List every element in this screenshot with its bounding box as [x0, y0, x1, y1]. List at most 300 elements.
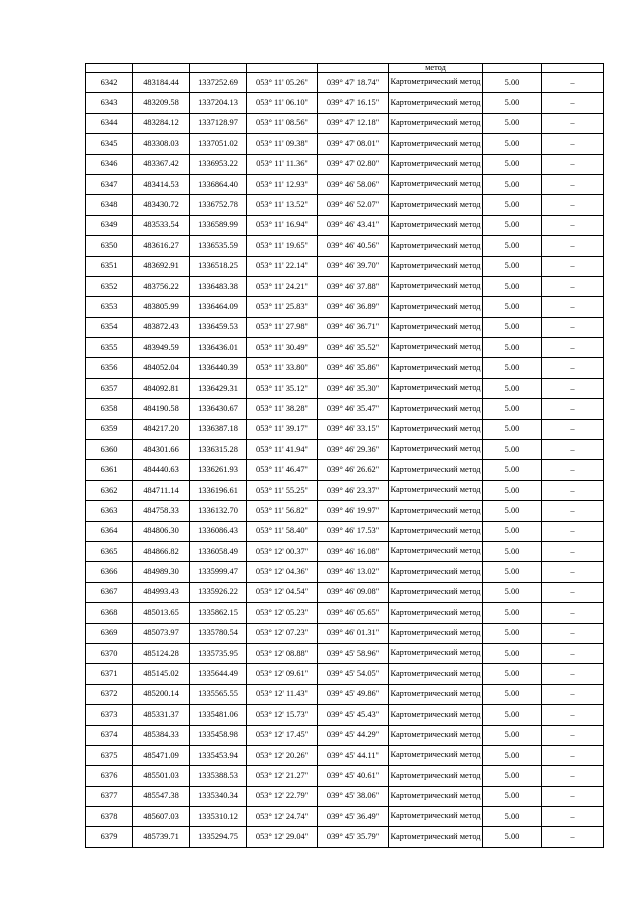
cell-longitude: 039° 46' 35.86": [318, 358, 389, 378]
table-row: [86, 215, 604, 235]
cell-method: Картометрический метод: [389, 113, 483, 133]
cell-x-coordinate: 483284.12: [133, 113, 190, 133]
table-row: [86, 807, 604, 827]
table-row: [86, 73, 604, 93]
cell-accuracy: 5.00: [483, 705, 542, 725]
table-row: [86, 623, 604, 643]
cell-latitude: 053° 11' 35.12": [247, 378, 318, 398]
cell-x-coordinate: 485384.33: [133, 725, 190, 745]
cell-point-number: 6357: [86, 378, 133, 398]
cell-latitude: 053° 12' 15.73": [247, 705, 318, 725]
cell-note: –: [542, 317, 604, 337]
cell-longitude: 039° 45' 54.05": [318, 664, 389, 684]
cell-y-coordinate: 1335458.98: [190, 725, 247, 745]
cell-point-number: 6375: [86, 745, 133, 765]
cell-latitude: 053° 11' 58.40": [247, 521, 318, 541]
cell-point-number: 6364: [86, 521, 133, 541]
cell-point-number: 6362: [86, 480, 133, 500]
cell-latitude: 053° 12' 04.36": [247, 562, 318, 582]
cell-point-number: 6373: [86, 705, 133, 725]
continuation-cell-method: метод: [389, 64, 483, 73]
cell-note: –: [542, 378, 604, 398]
table-row: [86, 786, 604, 806]
cell-y-coordinate: 1336483.38: [190, 276, 247, 296]
cell-accuracy: 5.00: [483, 154, 542, 174]
cell-y-coordinate: 1336132.70: [190, 501, 247, 521]
cell-longitude: 039° 47' 12.18": [318, 113, 389, 133]
cell-longitude: 039° 47' 02.80": [318, 154, 389, 174]
cell-y-coordinate: 1336535.59: [190, 236, 247, 256]
continuation-cell-longitude: [318, 64, 389, 73]
cell-latitude: 053° 11' 16.94": [247, 215, 318, 235]
cell-longitude: 039° 47' 18.74": [318, 73, 389, 93]
cell-note: –: [542, 358, 604, 378]
cell-note: –: [542, 725, 604, 745]
cell-latitude: 053° 12' 04.54": [247, 582, 318, 602]
cell-longitude: 039° 46' 01.31": [318, 623, 389, 643]
cell-y-coordinate: 1335999.47: [190, 562, 247, 582]
cell-accuracy: 5.00: [483, 623, 542, 643]
cell-longitude: 039° 46' 09.08": [318, 582, 389, 602]
cell-point-number: 6361: [86, 460, 133, 480]
table-row: [86, 419, 604, 439]
cell-latitude: 053° 11' 12.93": [247, 174, 318, 194]
table-row: [86, 134, 604, 154]
cell-note: –: [542, 582, 604, 602]
cell-point-number: 6354: [86, 317, 133, 337]
cell-accuracy: 5.00: [483, 541, 542, 561]
cell-note: –: [542, 113, 604, 133]
table-row: [86, 358, 604, 378]
cell-point-number: 6344: [86, 113, 133, 133]
cell-y-coordinate: 1335735.95: [190, 643, 247, 663]
cell-note: –: [542, 460, 604, 480]
cell-x-coordinate: 485013.65: [133, 603, 190, 623]
cell-y-coordinate: 1336436.01: [190, 338, 247, 358]
cell-y-coordinate: 1336953.22: [190, 154, 247, 174]
cell-latitude: 053° 11' 38.28": [247, 399, 318, 419]
cell-accuracy: 5.00: [483, 521, 542, 541]
cell-method: Картометрический метод: [389, 215, 483, 235]
cell-point-number: 6372: [86, 684, 133, 704]
cell-x-coordinate: 483308.03: [133, 134, 190, 154]
cell-y-coordinate: 1335294.75: [190, 827, 247, 847]
continuation-cell-x-coordinate: [133, 64, 190, 73]
cell-point-number: 6355: [86, 338, 133, 358]
cell-note: –: [542, 664, 604, 684]
cell-note: –: [542, 256, 604, 276]
cell-x-coordinate: 484440.63: [133, 460, 190, 480]
cell-x-coordinate: 484993.43: [133, 582, 190, 602]
cell-latitude: 053° 12' 17.45": [247, 725, 318, 745]
cell-longitude: 039° 47' 08.01": [318, 134, 389, 154]
cell-point-number: 6347: [86, 174, 133, 194]
cell-note: –: [542, 745, 604, 765]
cell-y-coordinate: 1336589.99: [190, 215, 247, 235]
cell-note: –: [542, 440, 604, 460]
cell-accuracy: 5.00: [483, 440, 542, 460]
cell-method: Картометрический метод: [389, 664, 483, 684]
cell-y-coordinate: 1336440.39: [190, 358, 247, 378]
cell-y-coordinate: 1337128.97: [190, 113, 247, 133]
table-row: [86, 297, 604, 317]
cell-x-coordinate: 483367.42: [133, 154, 190, 174]
cell-latitude: 053° 12' 22.79": [247, 786, 318, 806]
table-row: [86, 154, 604, 174]
cell-y-coordinate: 1335340.34: [190, 786, 247, 806]
cell-method: Картометрический метод: [389, 440, 483, 460]
cell-accuracy: 5.00: [483, 215, 542, 235]
table-row: [86, 582, 604, 602]
cell-point-number: 6377: [86, 786, 133, 806]
cell-x-coordinate: 484711.14: [133, 480, 190, 500]
cell-y-coordinate: 1337252.69: [190, 73, 247, 93]
cell-method: Картометрический метод: [389, 195, 483, 215]
table-row: [86, 256, 604, 276]
cell-method: Картометрический метод: [389, 684, 483, 704]
cell-method: Картометрический метод: [389, 541, 483, 561]
cell-accuracy: 5.00: [483, 603, 542, 623]
coordinates-table: [85, 63, 604, 848]
cell-latitude: 053° 11' 30.49": [247, 338, 318, 358]
cell-longitude: 039° 46' 29.36": [318, 440, 389, 460]
cell-method: Картометрический метод: [389, 419, 483, 439]
cell-method: Картометрический метод: [389, 766, 483, 786]
cell-accuracy: 5.00: [483, 480, 542, 500]
cell-longitude: 039° 46' 13.02": [318, 562, 389, 582]
cell-x-coordinate: 484758.33: [133, 501, 190, 521]
cell-point-number: 6378: [86, 807, 133, 827]
cell-y-coordinate: 1335926.22: [190, 582, 247, 602]
table-row: [86, 684, 604, 704]
cell-latitude: 053° 11' 25.83": [247, 297, 318, 317]
cell-y-coordinate: 1335780.54: [190, 623, 247, 643]
cell-longitude: 039° 46' 36.71": [318, 317, 389, 337]
cell-latitude: 053° 11' 39.17": [247, 419, 318, 439]
cell-method: Картометрический метод: [389, 399, 483, 419]
cell-y-coordinate: 1336752.78: [190, 195, 247, 215]
cell-accuracy: 5.00: [483, 827, 542, 847]
cell-point-number: 6343: [86, 93, 133, 113]
cell-method: Картометрический метод: [389, 562, 483, 582]
cell-point-number: 6356: [86, 358, 133, 378]
cell-point-number: 6352: [86, 276, 133, 296]
cell-accuracy: 5.00: [483, 195, 542, 215]
cell-note: –: [542, 236, 604, 256]
cell-longitude: 039° 46' 05.65": [318, 603, 389, 623]
cell-point-number: 6353: [86, 297, 133, 317]
cell-latitude: 053° 12' 07.23": [247, 623, 318, 643]
cell-note: –: [542, 643, 604, 663]
cell-longitude: 039° 46' 23.37": [318, 480, 389, 500]
cell-accuracy: 5.00: [483, 460, 542, 480]
table-row: [86, 664, 604, 684]
cell-point-number: 6376: [86, 766, 133, 786]
cell-note: –: [542, 684, 604, 704]
cell-y-coordinate: 1336086.43: [190, 521, 247, 541]
cell-y-coordinate: 1336315.28: [190, 440, 247, 460]
cell-method: Картометрический метод: [389, 338, 483, 358]
cell-accuracy: 5.00: [483, 643, 542, 663]
cell-latitude: 053° 11' 33.80": [247, 358, 318, 378]
cell-latitude: 053° 11' 41.94": [247, 440, 318, 460]
cell-latitude: 053° 11' 24.21": [247, 276, 318, 296]
table-row: [86, 236, 604, 256]
cell-x-coordinate: 483616.27: [133, 236, 190, 256]
cell-note: –: [542, 541, 604, 561]
cell-longitude: 039° 46' 40.56": [318, 236, 389, 256]
cell-note: –: [542, 786, 604, 806]
cell-y-coordinate: 1335644.49: [190, 664, 247, 684]
cell-accuracy: 5.00: [483, 562, 542, 582]
cell-latitude: 053° 11' 06.10": [247, 93, 318, 113]
cell-accuracy: 5.00: [483, 236, 542, 256]
cell-y-coordinate: 1335481.06: [190, 705, 247, 725]
continuation-cell-accuracy: [483, 64, 542, 73]
table-row: [86, 440, 604, 460]
cell-latitude: 053° 12' 00.37": [247, 541, 318, 561]
cell-note: –: [542, 154, 604, 174]
cell-x-coordinate: 483414.53: [133, 174, 190, 194]
table-row: [86, 317, 604, 337]
cell-point-number: 6351: [86, 256, 133, 276]
cell-note: –: [542, 338, 604, 358]
cell-note: –: [542, 73, 604, 93]
continuation-row: [86, 64, 604, 73]
cell-latitude: 053° 12' 09.61": [247, 664, 318, 684]
cell-note: –: [542, 399, 604, 419]
cell-y-coordinate: 1336459.53: [190, 317, 247, 337]
cell-method: Картометрический метод: [389, 256, 483, 276]
cell-point-number: 6374: [86, 725, 133, 745]
cell-note: –: [542, 827, 604, 847]
cell-longitude: 039° 46' 17.53": [318, 521, 389, 541]
cell-method: Картометрический метод: [389, 73, 483, 93]
cell-method: Картометрический метод: [389, 134, 483, 154]
cell-x-coordinate: 483430.72: [133, 195, 190, 215]
cell-method: Картометрический метод: [389, 174, 483, 194]
cell-longitude: 039° 46' 35.52": [318, 338, 389, 358]
cell-latitude: 053° 11' 27.98": [247, 317, 318, 337]
cell-x-coordinate: 485547.38: [133, 786, 190, 806]
cell-x-coordinate: 485501.03: [133, 766, 190, 786]
cell-method: Картометрический метод: [389, 358, 483, 378]
cell-longitude: 039° 46' 37.88": [318, 276, 389, 296]
cell-x-coordinate: 484866.82: [133, 541, 190, 561]
cell-note: –: [542, 419, 604, 439]
continuation-cell-y-coordinate: [190, 64, 247, 73]
cell-point-number: 6368: [86, 603, 133, 623]
cell-method: Картометрический метод: [389, 480, 483, 500]
table-row: [86, 541, 604, 561]
cell-point-number: 6345: [86, 134, 133, 154]
cell-latitude: 053° 12' 24.74": [247, 807, 318, 827]
cell-longitude: 039° 46' 19.97": [318, 501, 389, 521]
cell-x-coordinate: 485200.14: [133, 684, 190, 704]
cell-point-number: 6346: [86, 154, 133, 174]
cell-accuracy: 5.00: [483, 786, 542, 806]
table-row: [86, 521, 604, 541]
cell-point-number: 6363: [86, 501, 133, 521]
table-row: [86, 399, 604, 419]
cell-note: –: [542, 521, 604, 541]
cell-x-coordinate: 483872.43: [133, 317, 190, 337]
cell-x-coordinate: 483756.22: [133, 276, 190, 296]
table-row: [86, 766, 604, 786]
cell-method: Картометрический метод: [389, 93, 483, 113]
cell-accuracy: 5.00: [483, 745, 542, 765]
cell-longitude: 039° 47' 16.15": [318, 93, 389, 113]
cell-longitude: 039° 45' 58.96": [318, 643, 389, 663]
cell-x-coordinate: 483949.59: [133, 338, 190, 358]
cell-longitude: 039° 45' 44.29": [318, 725, 389, 745]
cell-y-coordinate: 1335565.55: [190, 684, 247, 704]
cell-point-number: 6348: [86, 195, 133, 215]
cell-y-coordinate: 1335453.94: [190, 745, 247, 765]
table-body: [86, 64, 604, 848]
cell-latitude: 053° 11' 08.56": [247, 113, 318, 133]
cell-latitude: 053° 11' 46.47": [247, 460, 318, 480]
cell-accuracy: 5.00: [483, 338, 542, 358]
cell-longitude: 039° 46' 58.06": [318, 174, 389, 194]
table-row: [86, 827, 604, 847]
table-row: [86, 501, 604, 521]
cell-accuracy: 5.00: [483, 582, 542, 602]
cell-latitude: 053° 12' 11.43": [247, 684, 318, 704]
cell-accuracy: 5.00: [483, 93, 542, 113]
cell-method: Картометрический метод: [389, 297, 483, 317]
cell-note: –: [542, 705, 604, 725]
table-row: [86, 562, 604, 582]
cell-x-coordinate: 485073.97: [133, 623, 190, 643]
table-row: [86, 93, 604, 113]
cell-accuracy: 5.00: [483, 664, 542, 684]
cell-method: Картометрический метод: [389, 236, 483, 256]
cell-longitude: 039° 45' 49.86": [318, 684, 389, 704]
cell-y-coordinate: 1335310.12: [190, 807, 247, 827]
cell-longitude: 039° 46' 39.70": [318, 256, 389, 276]
cell-longitude: 039° 45' 36.49": [318, 807, 389, 827]
cell-latitude: 053° 11' 13.52": [247, 195, 318, 215]
cell-accuracy: 5.00: [483, 684, 542, 704]
cell-accuracy: 5.00: [483, 134, 542, 154]
cell-note: –: [542, 562, 604, 582]
cell-accuracy: 5.00: [483, 256, 542, 276]
cell-note: –: [542, 297, 604, 317]
cell-x-coordinate: 485124.28: [133, 643, 190, 663]
cell-latitude: 053° 11' 11.36": [247, 154, 318, 174]
cell-longitude: 039° 46' 35.47": [318, 399, 389, 419]
cell-longitude: 039° 46' 33.15": [318, 419, 389, 439]
cell-note: –: [542, 174, 604, 194]
cell-y-coordinate: 1336429.31: [190, 378, 247, 398]
cell-point-number: 6369: [86, 623, 133, 643]
cell-accuracy: 5.00: [483, 399, 542, 419]
cell-x-coordinate: 483692.91: [133, 256, 190, 276]
cell-method: Картометрический метод: [389, 786, 483, 806]
cell-note: –: [542, 93, 604, 113]
cell-latitude: 053° 12' 05.23": [247, 603, 318, 623]
cell-longitude: 039° 46' 43.41": [318, 215, 389, 235]
cell-accuracy: 5.00: [483, 73, 542, 93]
cell-longitude: 039° 45' 40.61": [318, 766, 389, 786]
continuation-cell-point-number: [86, 64, 133, 73]
cell-accuracy: 5.00: [483, 419, 542, 439]
cell-x-coordinate: 484989.30: [133, 562, 190, 582]
cell-note: –: [542, 215, 604, 235]
cell-accuracy: 5.00: [483, 725, 542, 745]
cell-latitude: 053° 12' 20.26": [247, 745, 318, 765]
cell-point-number: 6366: [86, 562, 133, 582]
cell-note: –: [542, 276, 604, 296]
cell-longitude: 039° 46' 16.08": [318, 541, 389, 561]
cell-x-coordinate: 485331.37: [133, 705, 190, 725]
cell-note: –: [542, 195, 604, 215]
cell-method: Картометрический метод: [389, 725, 483, 745]
cell-method: Картометрический метод: [389, 745, 483, 765]
cell-longitude: 039° 45' 38.06": [318, 786, 389, 806]
cell-method: Картометрический метод: [389, 378, 483, 398]
cell-longitude: 039° 46' 36.89": [318, 297, 389, 317]
table-row: [86, 745, 604, 765]
cell-point-number: 6359: [86, 419, 133, 439]
table-row: [86, 174, 604, 194]
table-row: [86, 195, 604, 215]
cell-x-coordinate: 483184.44: [133, 73, 190, 93]
cell-method: Картометрический метод: [389, 603, 483, 623]
cell-y-coordinate: 1336196.61: [190, 480, 247, 500]
cell-point-number: 6371: [86, 664, 133, 684]
cell-method: Картометрический метод: [389, 582, 483, 602]
cell-y-coordinate: 1336864.40: [190, 174, 247, 194]
cell-x-coordinate: 483533.54: [133, 215, 190, 235]
cell-method: Картометрический метод: [389, 623, 483, 643]
cell-point-number: 6367: [86, 582, 133, 602]
cell-y-coordinate: 1337204.13: [190, 93, 247, 113]
cell-longitude: 039° 46' 35.30": [318, 378, 389, 398]
continuation-cell-note: [542, 64, 604, 73]
cell-y-coordinate: 1336261.93: [190, 460, 247, 480]
cell-point-number: 6349: [86, 215, 133, 235]
cell-latitude: 053° 11' 56.82": [247, 501, 318, 521]
cell-method: Картометрический метод: [389, 501, 483, 521]
cell-accuracy: 5.00: [483, 113, 542, 133]
cell-point-number: 6350: [86, 236, 133, 256]
cell-x-coordinate: 485607.03: [133, 807, 190, 827]
cell-accuracy: 5.00: [483, 358, 542, 378]
cell-latitude: 053° 11' 09.38": [247, 134, 318, 154]
cell-latitude: 053° 11' 19.65": [247, 236, 318, 256]
table-row: [86, 725, 604, 745]
cell-x-coordinate: 484190.58: [133, 399, 190, 419]
cell-x-coordinate: 484052.04: [133, 358, 190, 378]
cell-y-coordinate: 1336387.18: [190, 419, 247, 439]
cell-x-coordinate: 484217.20: [133, 419, 190, 439]
cell-point-number: 6379: [86, 827, 133, 847]
cell-longitude: 039° 46' 26.62": [318, 460, 389, 480]
cell-x-coordinate: 484806.30: [133, 521, 190, 541]
cell-method: Картометрический метод: [389, 807, 483, 827]
table-row: [86, 338, 604, 358]
cell-latitude: 053° 11' 05.26": [247, 73, 318, 93]
cell-x-coordinate: 484092.81: [133, 378, 190, 398]
cell-accuracy: 5.00: [483, 317, 542, 337]
cell-accuracy: 5.00: [483, 807, 542, 827]
cell-method: Картометрический метод: [389, 460, 483, 480]
cell-accuracy: 5.00: [483, 501, 542, 521]
table-row: [86, 603, 604, 623]
table-row: [86, 643, 604, 663]
